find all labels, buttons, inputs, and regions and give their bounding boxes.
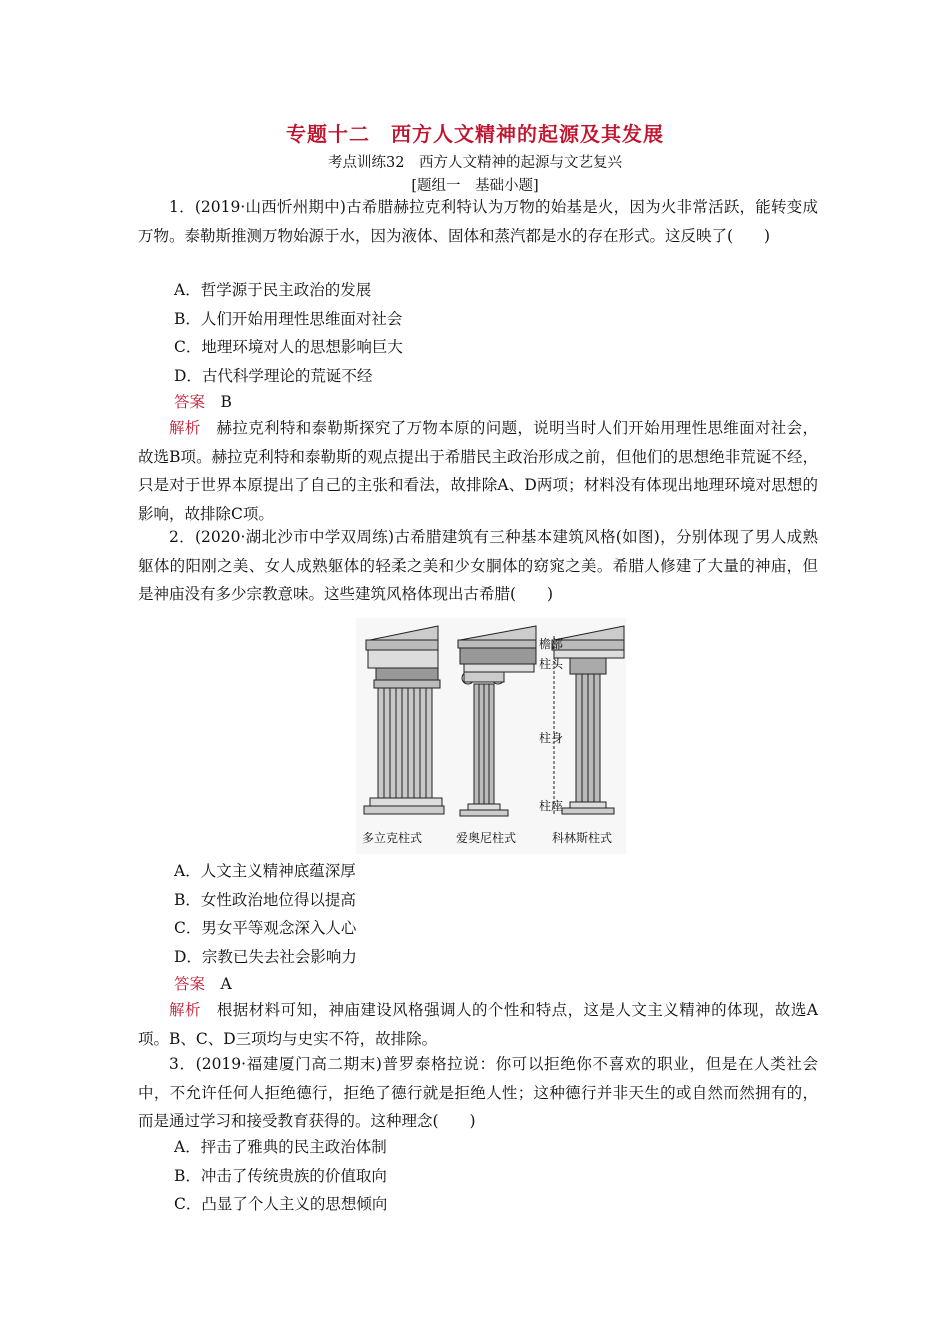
option-a: A．哲学源于民主政治的发展 [174, 281, 372, 299]
explain-text: 赫拉克利特和泰勒斯探究了万物本原的问题，说明当时人们开始用理性思维面对社会，故选B项。赫拉克利特和泰勒斯的观点提出于希腊民主政治形成之前，但他们的思想绝非荒诞不经，只是对于世界本原提出了自己的主张和看法，故排除A、D两项；材料没有体现出地理环境对思想的影响，故排除C项。 [138, 419, 818, 523]
question-2-options [138, 857, 818, 971]
question-1 [138, 193, 818, 250]
question-stem: 3．(2019·福建厦门高二期末)普罗泰格拉说：你可以拒绝你不喜欢的职业，但是在人类社会中，不允许任何人拒绝德行，拒绝了德行就是拒绝人性；这种德行并非天生的或自然而然拥有的，而是通过学习和接受教育获得的。这种理念( ) [138, 1055, 818, 1130]
option-a: A．人文主义精神底蕴深厚 [174, 862, 356, 880]
label-shaft: 柱身 [539, 731, 564, 745]
question-2-answer [138, 970, 818, 999]
columns-illustration [356, 618, 626, 854]
question-1-options [138, 276, 818, 390]
answer-label: 答案 [174, 393, 206, 411]
page-title: 专题十二 西方人文精神的起源及其发展 [286, 122, 664, 146]
question-group-label: [题组一 基础小题] [411, 178, 539, 194]
option-b: B．女性政治地位得以提高 [174, 890, 356, 909]
question-2 [138, 523, 818, 609]
label-capital: 柱头 [539, 657, 564, 671]
explain-label: 解析 [169, 1001, 201, 1019]
option-d: D．古代科学理论的荒诞不经 [174, 366, 373, 385]
option-c: C．男女平等观念深入人心 [174, 919, 357, 937]
answer-value: B [220, 393, 232, 411]
option-d: D．宗教已失去社会影响力 [174, 947, 357, 966]
explain-text: 根据材料可知，神庙建设风格强调人的个性和特点，这是人文主义精神的体现，故选A项。B、C、D三项均与史实不符，故排除。 [138, 1001, 818, 1048]
answer-value: A [220, 975, 232, 993]
question-3 [138, 1050, 818, 1136]
question-1-answer [138, 388, 818, 417]
question-3-options [138, 1133, 818, 1219]
caption-ionic: 爱奥尼柱式 [456, 831, 517, 845]
caption-doric: 多立克柱式 [362, 831, 423, 845]
answer-label: 答案 [174, 975, 206, 993]
question-stem: 2．(2020·湖北沙市中学双周练)古希腊建筑有三种基本建筑风格(如图)，分别体现了男人成熟躯体的阳刚之美、女人成熟躯体的轻柔之美和少女胴体的窈窕之美。希腊人修建了大量的神庙，但是神庙没有多少宗教意味。这些建筑风格体现出古希腊( ) [138, 528, 818, 603]
label-base: 柱座 [539, 799, 564, 813]
option-c: C．凸显了个人主义的思想倾向 [174, 1195, 388, 1213]
question-stem: 1．(2019·山西忻州期中)古希腊赫拉克利特认为万物的始基是火，因为火非常活跃，能转变成万物。泰勒斯推测万物始源于水，因为液体、固体和蒸汽都是水的存在形式。这反映了( ) [138, 198, 818, 245]
option-c: C．地理环境对人的思想影响巨大 [174, 338, 403, 356]
greek-columns-figure [356, 618, 626, 854]
section-subtitle: 考点训练32 西方人文精神的起源与文艺复兴 [328, 155, 622, 171]
explain-label: 解析 [169, 419, 201, 437]
label-entablature: 檐部 [539, 637, 564, 651]
option-b: B．冲击了传统贵族的价值取向 [174, 1166, 387, 1185]
option-b: B．人们开始用理性思维面对社会 [174, 309, 403, 328]
question-2-explanation [138, 996, 818, 1053]
caption-corinthian: 科林斯柱式 [552, 831, 613, 845]
option-a: A．抨击了雅典的民主政治体制 [174, 1138, 387, 1156]
question-1-explanation [138, 414, 818, 528]
